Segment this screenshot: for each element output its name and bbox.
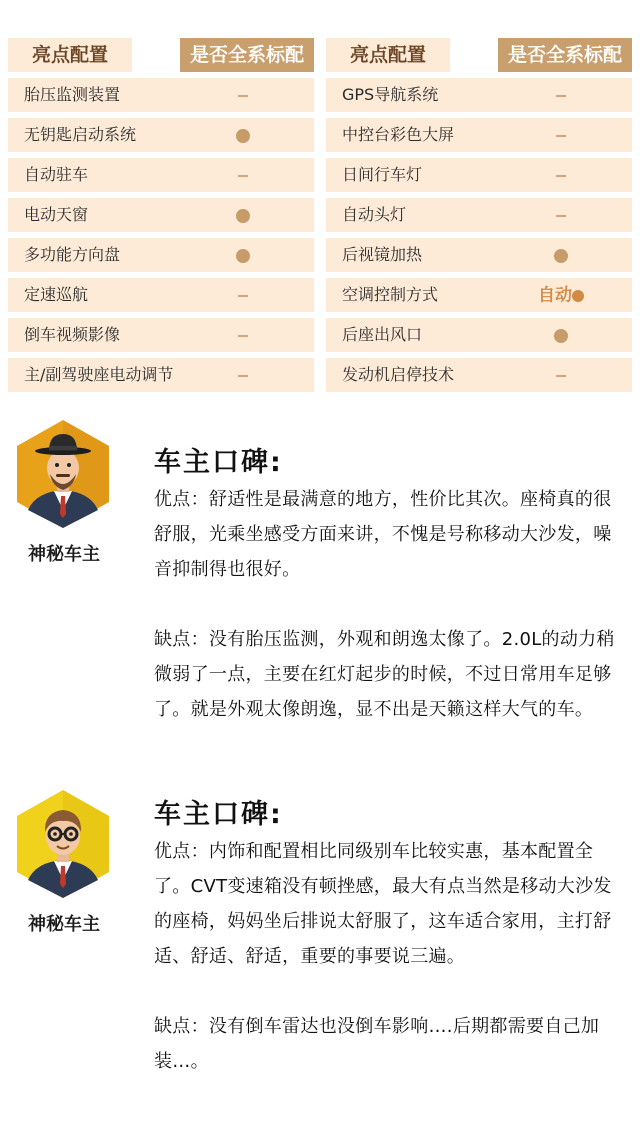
- feature-name: 多功能方向盘: [24, 245, 121, 264]
- table-header: [326, 38, 632, 72]
- not-standard-dash-icon: [208, 78, 278, 112]
- feature-row: [8, 238, 314, 272]
- not-standard-dash-icon: [526, 158, 596, 192]
- feature-name: 中控台彩色大屏: [342, 125, 455, 144]
- feature-row: [326, 318, 632, 352]
- dash-icon: [556, 135, 566, 137]
- feature-row: [326, 158, 632, 192]
- dash-icon: [238, 295, 248, 297]
- review-title: 车主口碑:: [154, 447, 283, 478]
- feature-row: [8, 278, 314, 312]
- dot-icon: [554, 249, 568, 263]
- feature-row: [326, 238, 632, 272]
- not-standard-dash-icon: [208, 358, 278, 392]
- feature-name: 无钥匙启动系统: [24, 125, 137, 144]
- dash-icon: [556, 215, 566, 217]
- feature-rows: [326, 78, 632, 398]
- owner-name: 神秘车主: [28, 914, 100, 935]
- not-standard-dash-icon: [208, 318, 278, 352]
- review-pros: 优点：内饰和配置相比同级别车比较实惠，基本配置全了。CVT变速箱没有顿挫感，最大有点当然是移动大沙发的座椅，妈妈坐后排说太舒服了，这车适合家用，主打舒适、舒适、舒适，重要的事要说三遍。: [154, 841, 612, 967]
- dot-icon: [572, 290, 584, 302]
- feature-row: [326, 78, 632, 112]
- feature-name: 后视镜加热: [342, 245, 423, 264]
- table-header: [8, 38, 314, 72]
- feature-row: [8, 198, 314, 232]
- review-body: [154, 834, 624, 1079]
- dash-icon: [238, 335, 248, 337]
- feature-name: 空调控制方式: [342, 285, 439, 304]
- feature-name: 主/副驾驶座电动调节: [24, 365, 174, 384]
- feature-column-right: [326, 38, 632, 384]
- owner-name: 神秘车主: [28, 544, 100, 565]
- not-standard-dash-icon: [208, 158, 278, 192]
- feature-name: GPS导航系统: [342, 85, 439, 104]
- review-cons: 缺点：没有胎压监测，外观和朗逸太像了。2.0L的动力稍微弱了一点，主要在红灯起步的时候，不过日常用车足够了。就是外观太像朗逸，显不出是天籁这样大气的车。: [154, 629, 615, 720]
- not-standard-dash-icon: [526, 118, 596, 152]
- dash-icon: [556, 375, 566, 377]
- review-pros: 优点：舒适性是最满意的地方，性价比其次。座椅真的很舒服，光乘坐感受方面来讲，不愧是号称移动大沙发，噪音抑制得也很好。: [154, 489, 612, 580]
- feature-row: [8, 318, 314, 352]
- auto-label: 自动: [538, 285, 572, 306]
- dash-icon: [556, 175, 566, 177]
- standard-dot-icon: [526, 318, 596, 352]
- header-highlight-config: 亮点配置: [8, 38, 132, 72]
- feature-row: [8, 358, 314, 392]
- review-cons: 缺点：没有倒车雷达也没倒车影响….后期都需要自己加装…。: [154, 1016, 600, 1072]
- feature-name: 倒车视频影像: [24, 325, 121, 344]
- dash-icon: [238, 375, 248, 377]
- not-standard-dash-icon: [208, 278, 278, 312]
- feature-rows: [8, 78, 314, 398]
- standard-dot-icon: [208, 118, 278, 152]
- feature-row: [8, 78, 314, 112]
- glasses-man-avatar-icon: [14, 788, 112, 900]
- feature-name: 自动头灯: [342, 205, 407, 224]
- header-standard-on-all: 是否全系标配: [498, 38, 632, 72]
- not-standard-dash-icon: [526, 198, 596, 232]
- dot-icon: [236, 249, 250, 263]
- feature-name: 胎压监测装置: [24, 85, 121, 104]
- header-standard-on-all: 是否全系标配: [180, 38, 314, 72]
- dash-icon: [238, 95, 248, 97]
- review-body: [154, 482, 624, 727]
- feature-name: 电动天窗: [24, 205, 89, 224]
- feature-row: [326, 358, 632, 392]
- standard-dot-icon: [208, 238, 278, 272]
- feature-row: [8, 158, 314, 192]
- feature-name: 日间行车灯: [342, 165, 423, 184]
- dash-icon: [238, 175, 248, 177]
- dot-icon: [236, 209, 250, 223]
- feature-row: [326, 278, 632, 312]
- standard-auto-mark: [526, 278, 596, 312]
- dot-icon: [236, 129, 250, 143]
- feature-name: 自动驻车: [24, 165, 89, 184]
- feature-row: [326, 198, 632, 232]
- feature-row: [8, 118, 314, 152]
- not-standard-dash-icon: [526, 78, 596, 112]
- dot-icon: [554, 329, 568, 343]
- feature-table: [8, 38, 632, 394]
- dash-icon: [556, 95, 566, 97]
- feature-name: 定速巡航: [24, 285, 89, 304]
- standard-dot-icon: [526, 238, 596, 272]
- feature-name: 后座出风口: [342, 325, 423, 344]
- feature-name: 发动机启停技术: [342, 365, 455, 384]
- hat-man-avatar-icon: [14, 418, 112, 530]
- feature-row: [326, 118, 632, 152]
- standard-dot-icon: [208, 198, 278, 232]
- header-highlight-config: 亮点配置: [326, 38, 450, 72]
- feature-column-left: [8, 38, 314, 384]
- review-title: 车主口碑:: [154, 799, 283, 830]
- not-standard-dash-icon: [526, 358, 596, 392]
